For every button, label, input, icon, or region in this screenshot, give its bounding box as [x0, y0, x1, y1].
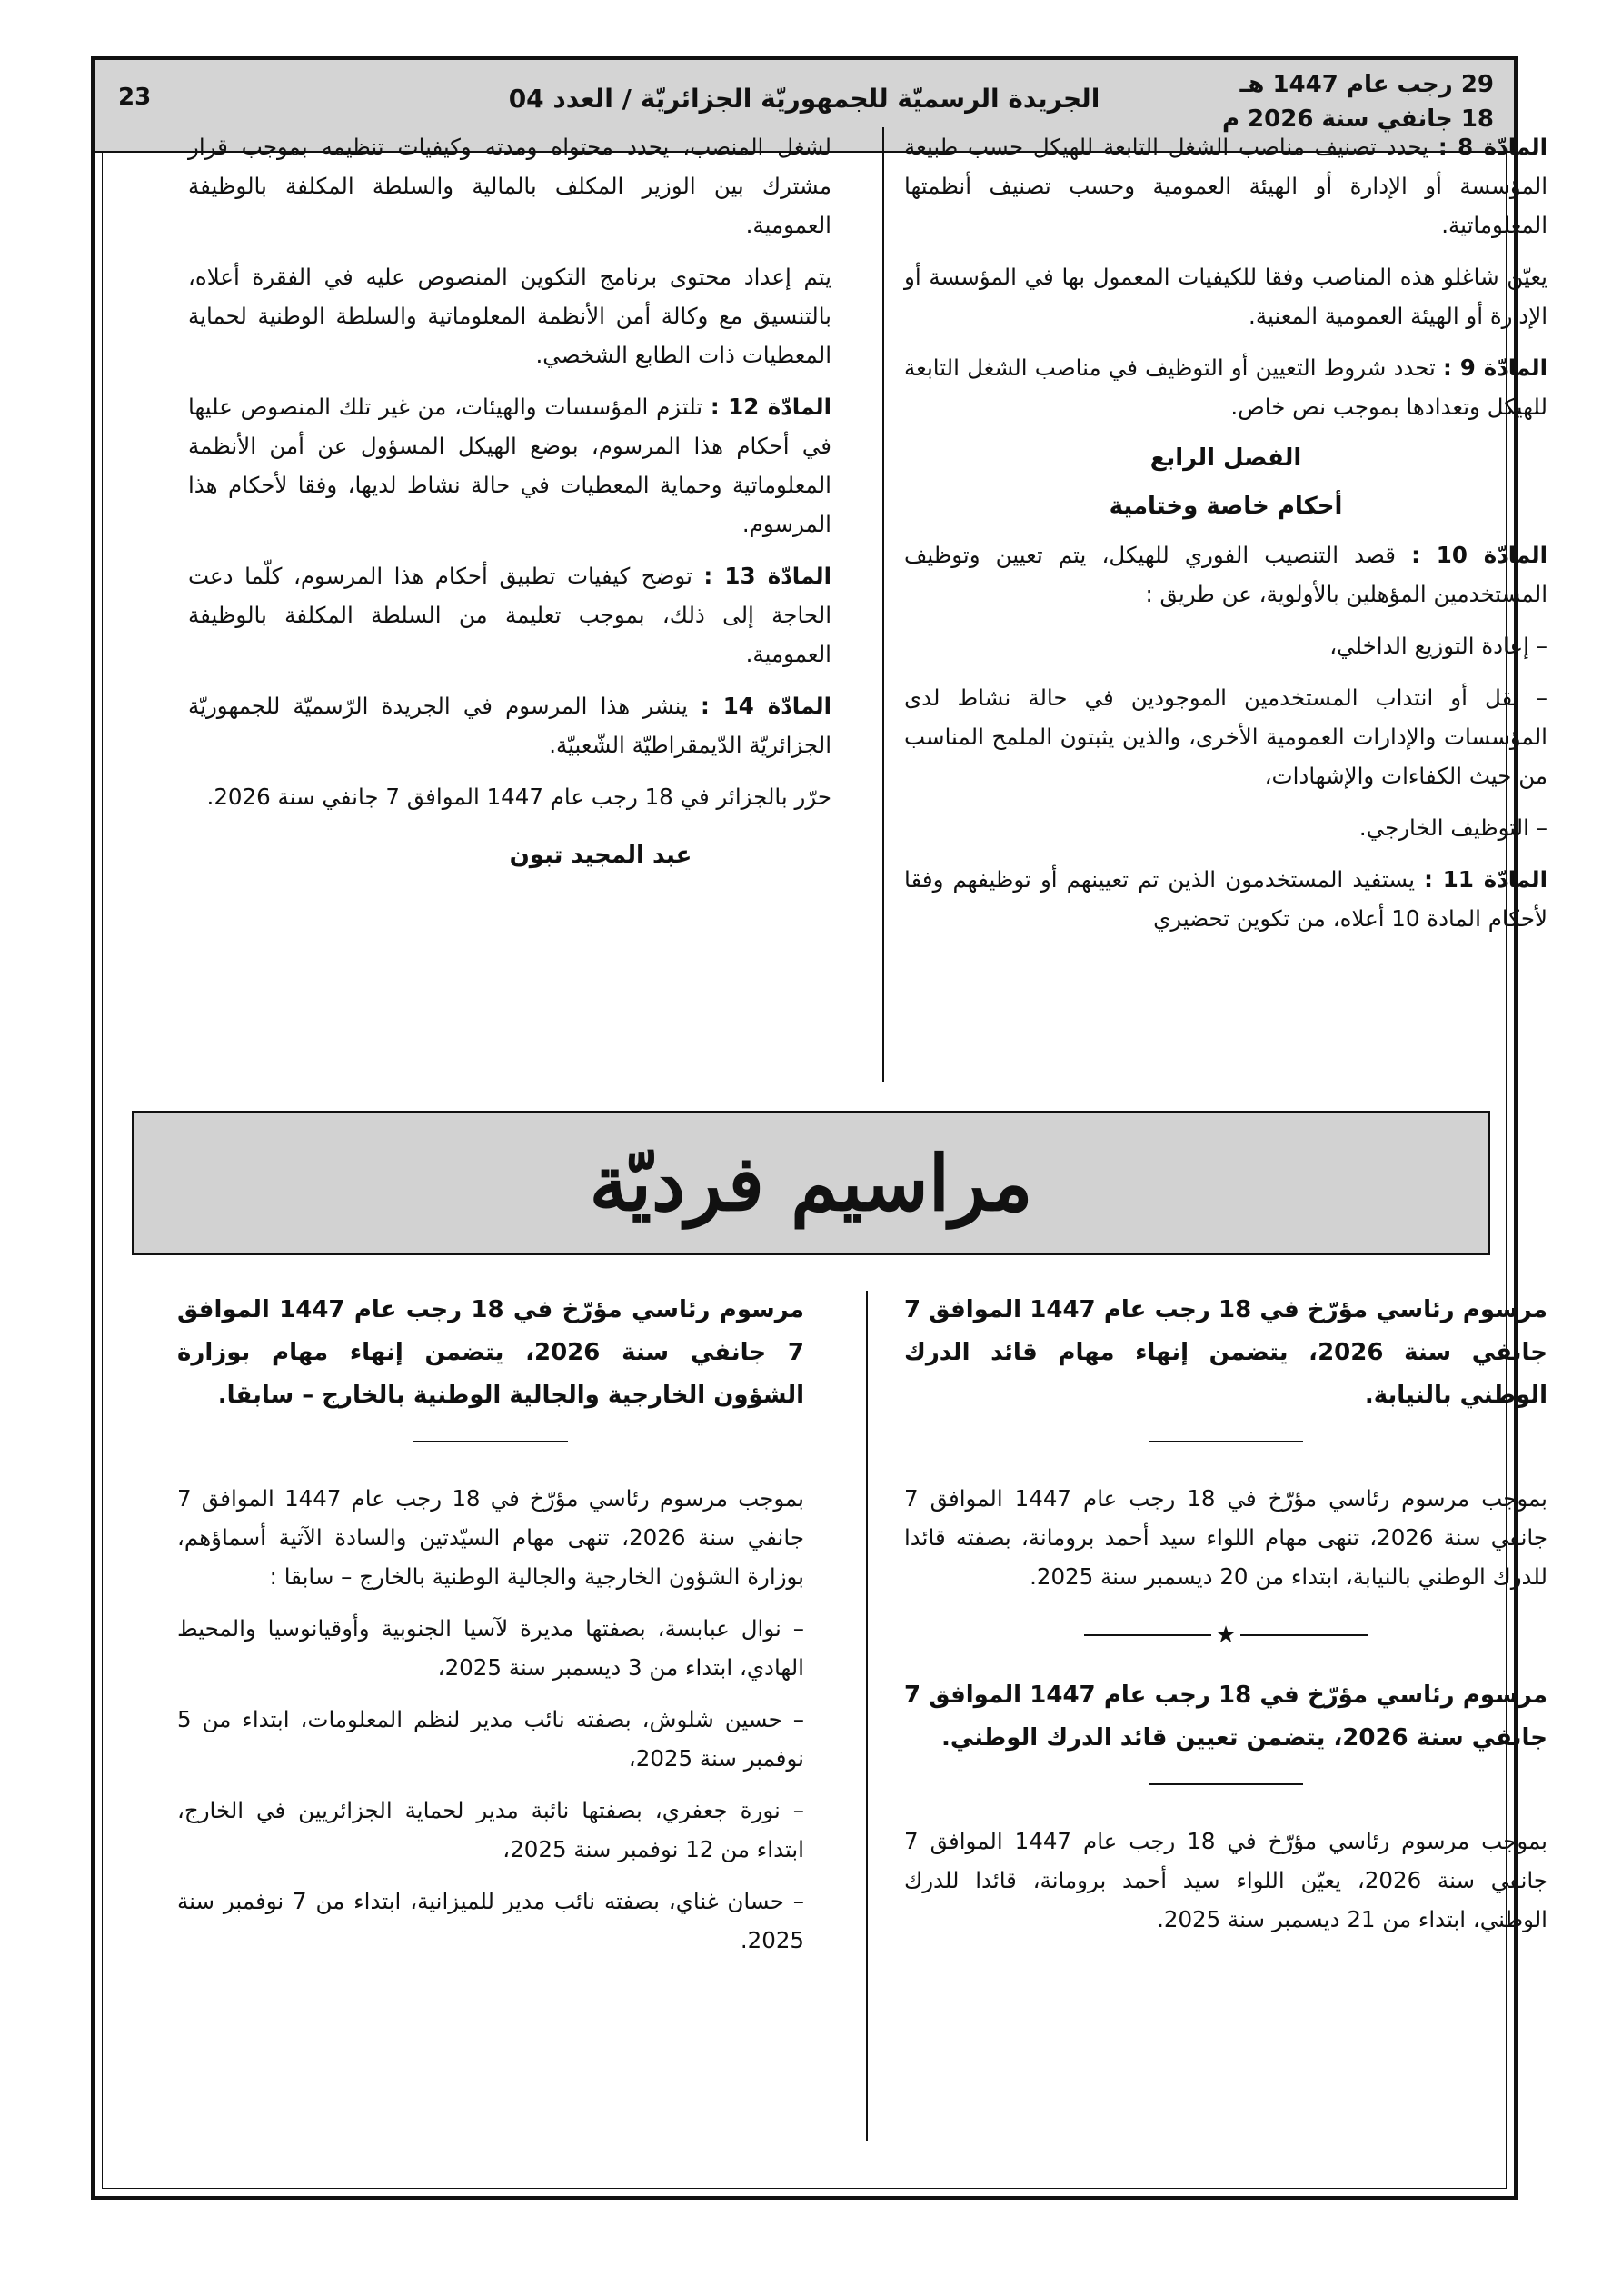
list-item: – إعادة التوزيع الداخلي،	[1329, 633, 1547, 659]
banner-title: مراسيم فرديّة	[589, 1138, 1033, 1228]
decree-2-body: بموجب مرسوم رئاسي مؤرّخ في 18 رجب عام 1447 الموافق 7 جانفي سنة 2026، يعيّن اللواء سيد أحمد برومانة، قائدا للدرك الوطني، ابتداء من 21 ديسمبر سنة 2025.	[904, 1828, 1548, 1932]
article-9-label: المادّة 9 :	[1443, 354, 1548, 381]
page-number: 23	[118, 84, 152, 111]
list-item: – نوال عبابسة، بصفتها مديرة لآسيا الجنوبية وأوقيانوسيا والمحيط الهادي، ابتداء من 3 ديسمبر سنة 2025،	[177, 1615, 804, 1681]
bottom-left-column	[177, 1289, 804, 1972]
gazette-title: الجريدة الرسميّة للجمهوريّة الجزائريّة / العدد 04	[508, 84, 1100, 114]
paragraph-appointment: يعيّن شاغلو هذه المناصب وفقا للكيفيات المعمول بها في المؤسسة أو الإدارة أو الهيئة العمومية المعنية.	[904, 264, 1547, 329]
article-11-label: المادّة 11 :	[1424, 866, 1547, 893]
top-left-column	[188, 127, 831, 875]
decree-3-title: مرسوم رئاسي مؤرّخ في 18 رجب عام 1447 الموافق 7 جانفي سنة 2026، يتضمن إنهاء مهام بوزارة الشؤون الخارجية والجالية الوطنية بالخارج – سابقا.	[177, 1296, 804, 1409]
separator-line	[1084, 1634, 1211, 1636]
article-13	[188, 556, 831, 674]
article-12-text: تلتزم المؤسسات والهيئات، من غير تلك المنصوص عليها في أحكام هذا المرسوم، بوضع الهيكل المسؤول عن أمن الأنظمة المعلوماتية وحماية المعطيات في حالة نشاط لديها، وفقا لأحكام هذا المرسوم.	[188, 394, 831, 537]
list-item: – نورة جعفري، بصفتها نائبة مدير لحماية الجزائريين في الخارج، ابتداء من 12 نوفمبر سنة 2025،	[177, 1797, 804, 1862]
done-at: حرّر بالجزائر في 18 رجب عام 1447 الموافق 7 جانفي سنة 2026.	[206, 784, 831, 810]
gregorian-date: 18 جانفي سنة 2026 م	[1221, 105, 1494, 133]
list-item: – نقل أو انتداب المستخدمين الموجودين في حالة نشاط لدى المؤسسات والإدارات العمومية الأخرى، والذين يثبتون الملمح المناسب من حيث الكفاءات والإشهادات،	[904, 684, 1547, 789]
title-rule	[1149, 1441, 1303, 1442]
paragraph-program: يتم إعداد محتوى برنامج التكوين المنصوص عليه في الفقرة أعلاه، بالتنسيق مع وكالة أمن الأنظمة المعلوماتية والسلطة الوطنية لحماية المعطيات ذات الطابع الشخصي.	[188, 264, 831, 368]
article-14-label: المادّة 14 :	[701, 693, 831, 719]
article-14	[188, 686, 831, 764]
separator-line	[1240, 1634, 1368, 1636]
article-10-label: المادّة 10 :	[1411, 542, 1547, 568]
title-rule	[413, 1441, 568, 1442]
bottom-right-column	[904, 1289, 1547, 1952]
article-12	[188, 387, 831, 544]
article-9-text: تحدد شروط التعيين أو التوظيف في مناصب الشغل التابعة للهيكل وتعدادها بموجب نص خاص.	[904, 354, 1547, 420]
chapter-title: الفصل الرابع	[1149, 444, 1302, 472]
top-right-column	[904, 127, 1547, 951]
column-divider	[866, 1291, 868, 2141]
article-10	[904, 535, 1547, 614]
decree-2-title: مرسوم رئاسي مؤرّخ في 18 رجب عام 1447 الموافق 7 جانفي سنة 2026، يتضمن تعيين قائد الدرك الوطني.	[904, 1682, 1548, 1752]
decree-1-title: مرسوم رئاسي مؤرّخ في 18 رجب عام 1447 الموافق 7 جانفي سنة 2026، يتضمن إنهاء مهام قائد الدرك الوطني بالنيابة.	[904, 1296, 1548, 1409]
article-9	[904, 348, 1547, 426]
article-13-label: المادّة 13 :	[703, 563, 831, 589]
article-11-text: يستفيد المستخدمون الذين تم تعيينهم أو توظيفهم وفقا لأحكام المادة 10 أعلاه، من تكوين تحضيري	[904, 866, 1547, 932]
title-rule	[1149, 1783, 1303, 1785]
section-banner	[132, 1111, 1490, 1255]
signature: عبد المجيد تبون	[509, 842, 692, 869]
decree-3-body: بموجب مرسوم رئاسي مؤرّخ في 18 رجب عام 1447 الموافق 7 جانفي سنة 2026، تنهى مهام السيّدتين والسادة الآتية أسماؤهم، بوزارة الشؤون الخارجية والجالية الوطنية بالخارج – سابقا :	[177, 1485, 805, 1590]
article-11	[904, 860, 1547, 938]
star-separator	[904, 1623, 1547, 1647]
article-8-text: يحدد تصنيف مناصب الشغل التابعة للهيكل حسب طبيعة المؤسسة أو الإدارة أو الهيئة العمومية وحسب تصنيف أنظمتها المعلوماتية.	[904, 134, 1547, 238]
list-item: – حسان غناي، بصفته نائب مدير للميزانية، ابتداء من 7 نوفمبر سنة 2025.	[177, 1888, 804, 1953]
star-icon: ★	[1215, 1622, 1237, 1649]
chapter-subtitle: أحكام خاصة وختامية	[1109, 493, 1343, 520]
column-divider	[882, 127, 884, 1082]
paragraph-training: لشغل المنصب، يحدد محتواه ومدته وكيفيات تنظيمه بموجب قرار مشترك بين الوزير المكلف بالمالية والسلطة المكلفة بالوظيفة العمومية.	[188, 134, 831, 238]
article-14-text: ينشر هذا المرسوم في الجريدة الرّسميّة للجمهوريّة الجزائريّة الدّيمقراطيّة الشّعبيّة.	[188, 693, 831, 758]
decree-1-body: بموجب مرسوم رئاسي مؤرّخ في 18 رجب عام 1447 الموافق 7 جانفي سنة 2026، تنهى مهام اللواء سيد أحمد برومانة، بصفته قائدا للدرك الوطني بالنيابة، ابتداء من 20 ديسمبر سنة 2025.	[904, 1485, 1548, 1590]
article-8-label: المادّة 8 :	[1438, 134, 1547, 160]
list-item: – التوظيف الخارجي.	[1358, 814, 1547, 841]
article-13-text: توضح كيفيات تطبيق أحكام هذا المرسوم، كلّما دعت الحاجة إلى ذلك، بموجب تعليمة من السلطة المكلفة بالوظيفة العمومية.	[188, 563, 831, 667]
article-10-text: قصد التنصيب الفوري للهيكل، يتم تعيين وتوظيف المستخدمين المؤهلين بالأولوية، عن طريق :	[904, 542, 1547, 607]
list-item: – حسين شلوش، بصفته نائب مدير لنظم المعلومات، ابتداء من 5 نوفمبر سنة 2025،	[177, 1706, 804, 1772]
article-8	[904, 127, 1547, 245]
hijri-date: 29 رجب عام 1447 هـ	[1239, 71, 1494, 98]
article-12-label: المادّة 12 :	[710, 394, 831, 420]
